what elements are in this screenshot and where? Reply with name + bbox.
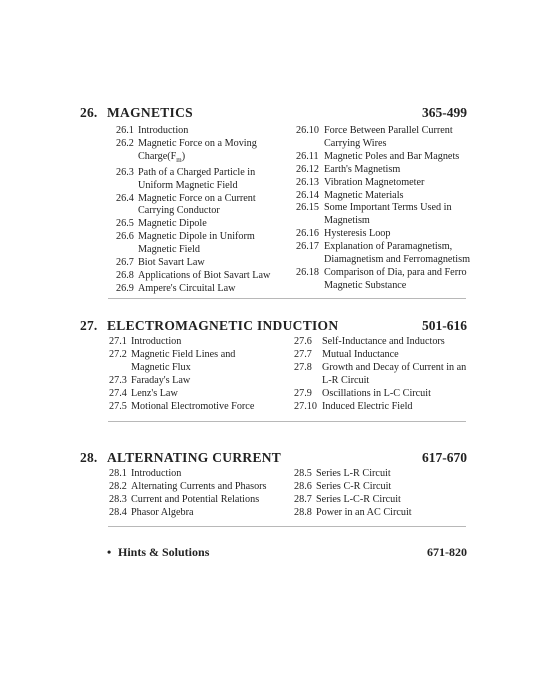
bullet-icon: •	[107, 545, 112, 559]
section-number: 26.9	[116, 282, 134, 294]
section-item	[294, 362, 474, 388]
hints-label: Hints & Solutions	[118, 545, 210, 559]
hints-pages: 671-820	[427, 545, 467, 559]
section-title-line: Magnetic Substance	[324, 279, 407, 291]
chapter-title: ELECTROMAGNETIC INDUCTION	[107, 318, 339, 333]
section-title-line: Path of a Charged Particle in	[138, 166, 256, 178]
section-number: 26.3	[116, 166, 134, 178]
chapter-27	[80, 318, 467, 412]
section-number: 27.1	[109, 336, 127, 347]
section-title-line: Magnetic Flux	[131, 361, 191, 373]
section-title-line: Magnetic Dipole in Uniform	[138, 231, 255, 243]
section-item	[296, 164, 471, 177]
section-title-line: Introduction	[131, 468, 182, 479]
section-item	[109, 494, 289, 507]
section-number: 28.7	[294, 493, 312, 505]
section-column-right	[294, 468, 474, 520]
section-number: 27.8	[294, 361, 312, 373]
chapter-pages: 501-616	[422, 318, 467, 333]
chapter-number: 27.	[80, 318, 98, 333]
section-item	[109, 401, 289, 414]
section-number: 27.2	[109, 348, 127, 360]
section-title-line: Phasor Algebra	[131, 506, 194, 518]
section-item	[116, 167, 291, 193]
section-item	[116, 218, 291, 231]
section-item	[116, 138, 291, 167]
section-title-line: Faraday's Law	[131, 374, 191, 386]
section-item	[116, 283, 291, 296]
section-title-line: Magnetic Force on a Moving	[138, 137, 257, 149]
section-number: 28.1	[109, 468, 127, 479]
section-title-line: Power in an AC Circuit	[316, 506, 412, 518]
section-item	[116, 270, 291, 283]
section-item	[294, 349, 474, 362]
section-title-line: Magnetic Force on a Current	[138, 192, 256, 204]
section-title-line: Growth and Decay of Current in an	[322, 361, 467, 373]
section-title-line: Magnetic Field	[138, 244, 200, 256]
chapter-28	[80, 450, 467, 518]
section-column-right	[296, 125, 471, 293]
section-number: 26.11	[296, 150, 319, 162]
section-title-line: Alternating Currents and Phasors	[131, 480, 267, 492]
section-number: 26.8	[116, 270, 134, 281]
chapter-number: 28.	[80, 450, 98, 465]
section-number: 28.6	[294, 480, 312, 492]
section-column-left	[109, 468, 289, 520]
section-title-line: Magnetic Poles and Bar Magnets	[324, 150, 460, 162]
section-title-line: Biot Savart Law	[138, 257, 205, 269]
divider	[108, 421, 466, 422]
section-number: 26.6	[116, 231, 134, 243]
section-title-line: Magnetic Materials	[324, 189, 404, 201]
section-title-line: Applications of Biot Savart Law	[138, 270, 271, 281]
section-title-line: Explanation of Paramagnetism,	[324, 241, 453, 253]
section-title-line: Self-Inductance and Inductors	[322, 336, 445, 347]
chapter-pages: 617-670	[422, 450, 467, 465]
section-title-line: Magnetism	[324, 215, 370, 227]
section-number: 26.5	[116, 218, 134, 230]
section-number: 26.12	[296, 163, 319, 175]
section-item	[296, 125, 471, 151]
section-title-line: Some Important Terms Used in	[324, 202, 452, 214]
section-item	[109, 375, 289, 388]
section-number: 27.5	[109, 400, 127, 412]
section-number: 28.2	[109, 480, 127, 492]
section-item	[296, 202, 471, 228]
chapter-26	[80, 105, 470, 294]
hints-and-solutions	[107, 545, 467, 563]
section-number: 27.10	[294, 400, 317, 412]
section-title-line: Hysteresis Loop	[324, 228, 391, 240]
section-title-line: Diamagnetism and Ferromagnetism	[324, 254, 470, 266]
section-title-line: Charge(F	[138, 150, 177, 162]
section-item	[109, 468, 289, 481]
chapter-title: ALTERNATING CURRENT	[107, 450, 282, 465]
section-number: 26.14	[296, 189, 319, 201]
divider	[108, 526, 466, 527]
section-number: 27.4	[109, 387, 127, 399]
section-column-left	[116, 125, 291, 296]
section-title-line: Lenz's Law	[131, 387, 178, 399]
section-number: 28.4	[109, 506, 127, 518]
section-item	[116, 193, 291, 219]
divider	[108, 298, 466, 299]
section-number: 26.13	[296, 176, 319, 188]
section-title-line: Series L-C-R Circuit	[316, 493, 401, 505]
section-title-line: Series C-R Circuit	[316, 480, 392, 492]
section-title-line: Earth's Magnetism	[324, 163, 401, 175]
section-number: 28.5	[294, 468, 312, 479]
section-title-line: Introduction	[131, 336, 182, 347]
section-title-line: Induced Electric Field	[322, 400, 413, 412]
section-item	[296, 190, 471, 203]
section-item	[109, 349, 289, 375]
chapter-header	[80, 105, 467, 125]
section-item	[294, 494, 474, 507]
section-title-line: Force Between Parallel Current	[324, 125, 453, 136]
section-number: 27.3	[109, 374, 127, 386]
section-title-line: Introduction	[138, 125, 189, 136]
section-title-line: Uniform Magnetic Field	[138, 179, 238, 191]
section-title-line: Motional Electromotive Force	[131, 400, 255, 412]
subscript: m	[176, 155, 182, 164]
section-item	[116, 125, 291, 138]
section-number: 28.8	[294, 506, 312, 518]
section-item	[296, 177, 471, 190]
section-number: 28.3	[109, 493, 127, 505]
section-item	[294, 336, 474, 349]
section-number: 26.10	[296, 125, 319, 136]
section-item	[294, 481, 474, 494]
section-title-line: Mutual Inductance	[322, 348, 399, 360]
section-title-line: Magnetic Dipole	[138, 218, 207, 230]
section-item	[116, 231, 291, 257]
chapter-pages: 365-499	[422, 105, 467, 120]
section-item	[296, 228, 471, 241]
section-item	[116, 257, 291, 270]
chapter-title: MAGNETICS	[107, 105, 193, 120]
section-title-line: Carrying Wires	[324, 137, 387, 149]
section-title-line: Carrying Conductor	[138, 205, 220, 217]
section-number: 26.7	[116, 257, 134, 269]
section-number: 26.18	[296, 266, 319, 278]
section-number: 26.16	[296, 228, 319, 240]
section-title-line: Series L-R Circuit	[316, 468, 391, 479]
section-item	[109, 507, 289, 520]
section-item	[296, 241, 471, 267]
section-item	[294, 388, 474, 401]
section-number: 26.4	[116, 192, 134, 204]
section-item	[109, 481, 289, 494]
section-title-line: Current and Potential Relations	[131, 493, 260, 505]
section-item	[294, 401, 474, 414]
section-title-line: Oscillations in L-C Circuit	[322, 387, 431, 399]
section-number: 26.2	[116, 137, 134, 149]
section-title-suffix: )	[181, 150, 186, 162]
section-title-line: L-R Circuit	[322, 374, 370, 386]
chapter-number: 26.	[80, 105, 98, 120]
section-title-line-wrap	[138, 151, 291, 167]
section-title-line: Ampere's Circuital Law	[138, 282, 236, 294]
chapter-header	[80, 450, 467, 470]
section-number: 26.15	[296, 202, 319, 214]
section-title-line: Magnetic Field Lines and	[131, 348, 236, 360]
section-number: 26.17	[296, 241, 319, 253]
section-item	[296, 267, 471, 293]
section-title-line: Comparison of Dia, para and Ferro	[324, 266, 467, 278]
section-item	[294, 468, 474, 481]
section-item	[109, 388, 289, 401]
section-item	[294, 507, 474, 520]
section-number: 27.9	[294, 387, 312, 399]
section-number: 27.6	[294, 336, 312, 347]
chapter-header	[80, 318, 467, 338]
section-item	[109, 336, 289, 349]
section-number: 27.7	[294, 348, 312, 360]
section-column-right	[294, 336, 474, 413]
section-title-line: Vibration Magnetometer	[324, 176, 425, 188]
section-item	[296, 151, 471, 164]
section-column-left	[109, 336, 289, 413]
section-number: 26.1	[116, 125, 134, 136]
